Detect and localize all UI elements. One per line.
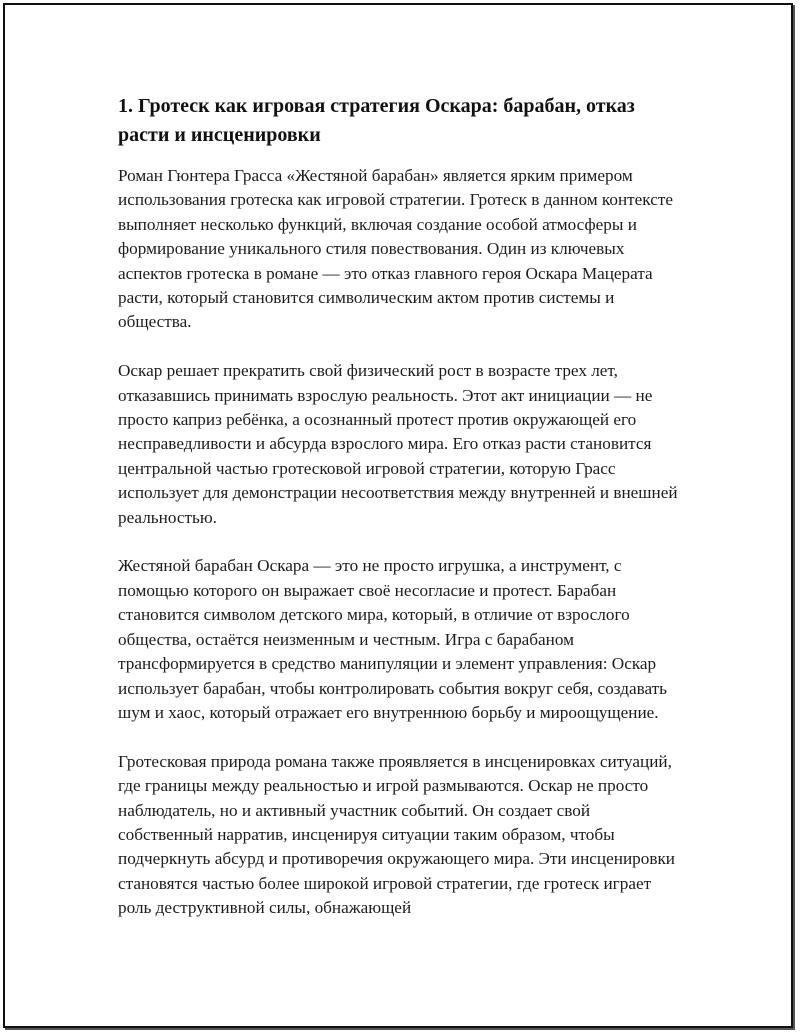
paragraph-2: Оскар решает прекратить свой физический рост в возрасте трех лет, отказавшись принимать взрослую реальность. Этот акт инициации — не просто каприз ребёнка, а осознанный протест против окружающей его несправедливости и абсурда взрослого мира. Его отказ расти становится центральной частью гротесковой игровой стратегии, которую Грасс использует для демонстрации несоответствия между внутренней и внешней реальностью. [118, 361, 678, 527]
paragraph-3: Жестяной барабан Оскара — это не просто игрушка, а инструмент, с помощью которого он выражает своё несогласие и протест. Барабан становится символом детского мира, который, в отличие от взрослого общества, остаётся неизменным и честным. Игра с барабаном трансформируется в средство манипуляции и элемент управления: Оскар использует барабан, чтобы контролировать события вокруг себя, создавать шум и хаос, который отражает его внутреннюю борьбу и мироощущение. [118, 556, 667, 722]
paragraph-4: Гротесковая природа романа также проявляется в инсценировках ситуаций, где границы между реальностью и игрой размываются. Оскар не просто наблюдатель, но и активный участник событий. Он создает свой собственный нарратив, инсценируя ситуации таким образом, чтобы подчеркнуть абсурд и противоречия окружающего мира. Эти инсценировки становятся частью более широкой игровой стратегии, где гротеск играет роль деструктивной силы, обнажающей [118, 751, 676, 918]
section-heading: 1. Гротеск как игровая стратегия Оскара: барабан, отказ расти и инсценировки [118, 95, 635, 146]
paragraph-1: Роман Гюнтера Грасса «Жестяной барабан» является ярким примером использования гротеска как игровой стратегии. Гротеск в данном контексте выполняет несколько функций, включая создание особой атмосферы и формирование уникального стиля повествования. Один из ключевых аспектов гротеска в романе — это отказ главного героя Оскара Мацерата расти, который становится символическим актом против системы и общества. [118, 166, 673, 332]
document-body [118, 92, 688, 945]
